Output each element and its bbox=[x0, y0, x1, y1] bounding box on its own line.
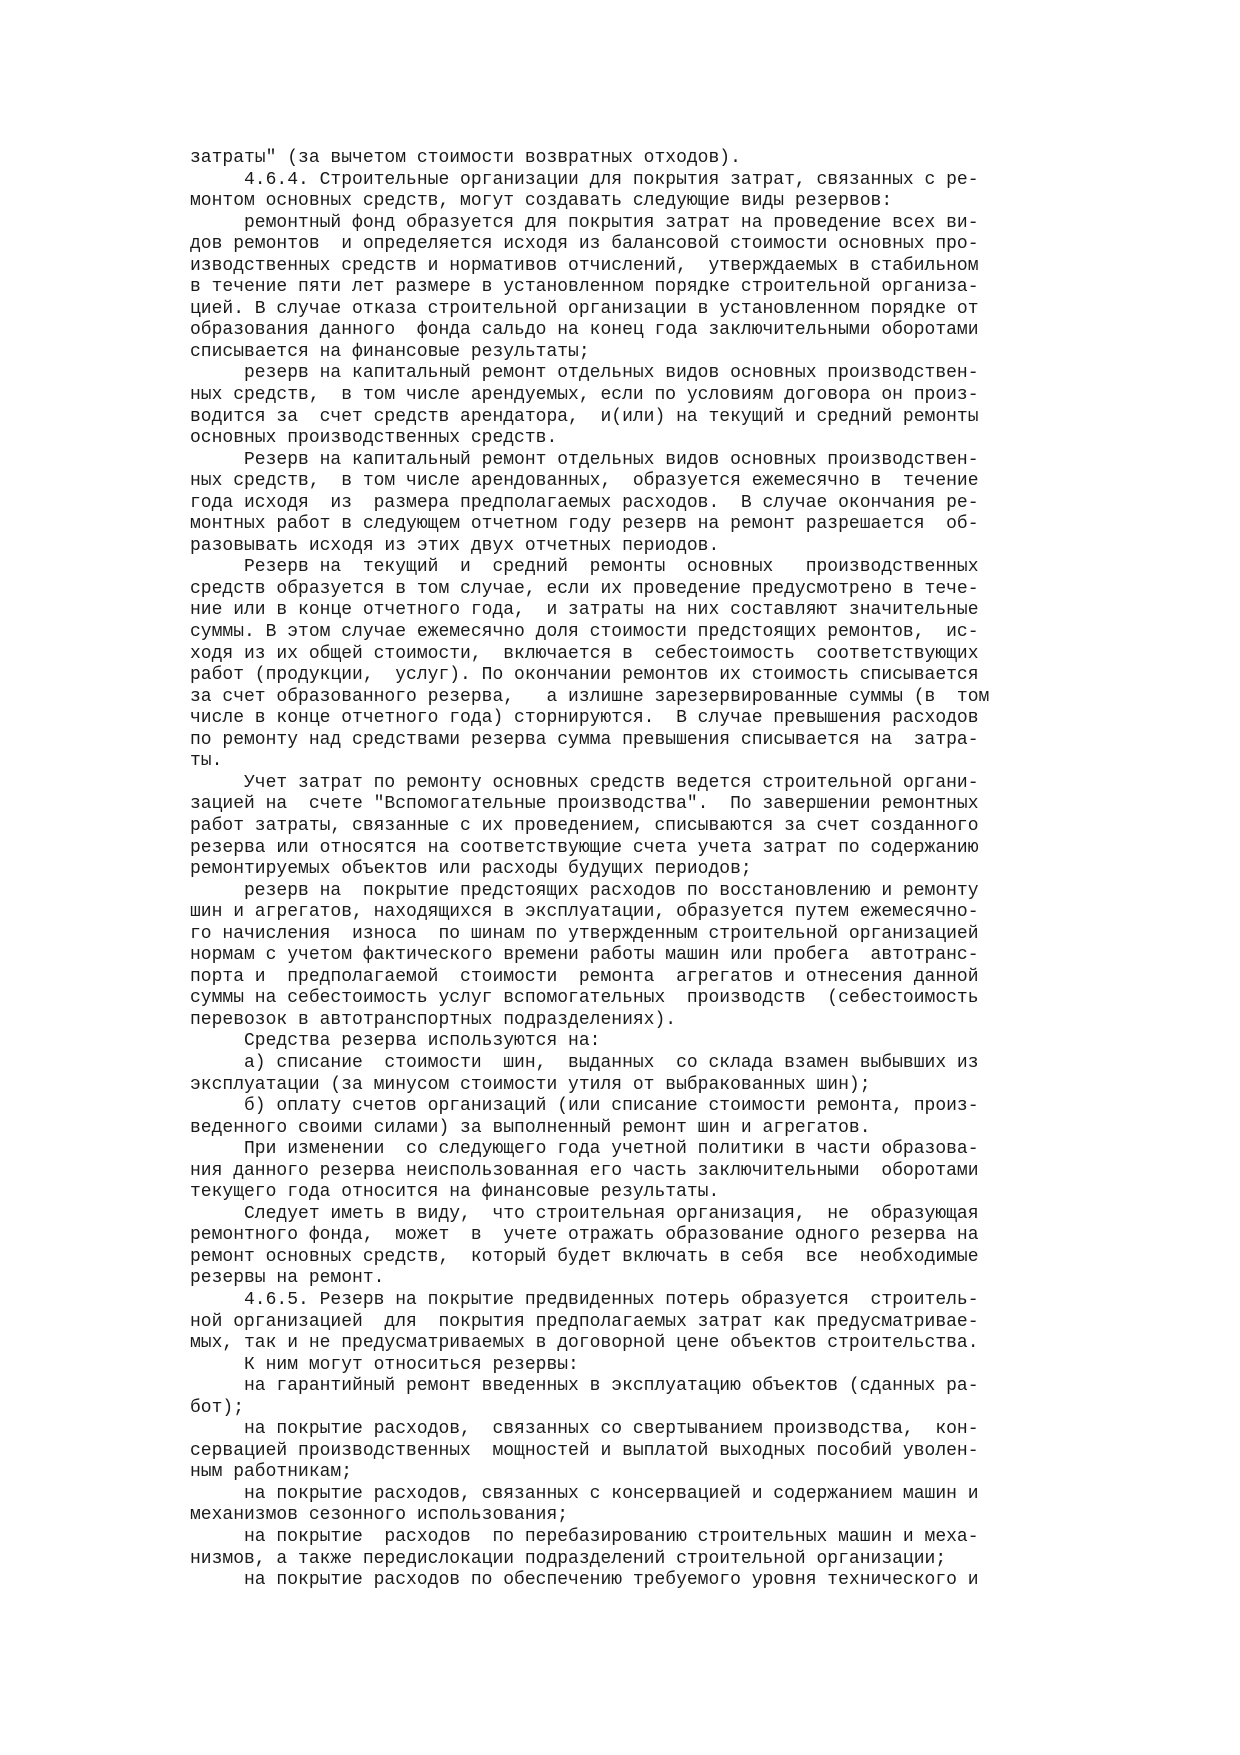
text-line: ным работникам; bbox=[190, 1462, 353, 1483]
text-line: 4.6.4. Строительные организации для покрытия затрат, связанных с ре- bbox=[190, 169, 979, 190]
text-line: низмов, а также передислокации подразделений строительной организации; bbox=[190, 1548, 947, 1569]
text-line: перевозок в автотранспортных подразделениях). bbox=[190, 1009, 677, 1030]
text-line: разовывать исходя из этих двух отчетных периодов. bbox=[190, 535, 720, 556]
text-line: затраты" (за вычетом стоимости возвратных отходов). bbox=[190, 148, 741, 168]
text-line: монтных работ в следующем отчетном году резерв на ремонт разрешается об- bbox=[190, 514, 979, 535]
text-line: работ затраты, связанные с их проведением, списываются за счет созданного bbox=[190, 815, 979, 836]
text-line: цией. В случае отказа строительной организации в установленном порядке от bbox=[190, 298, 979, 319]
text-line: ных средств, в том числе арендуемых, если по условиям договора он произ- bbox=[190, 385, 979, 406]
text-line: текущего года относится на финансовые результаты. bbox=[190, 1182, 720, 1203]
text-line: нормам с учетом фактического времени работы машин или пробега автотранс- bbox=[190, 945, 979, 966]
text-line: суммы. В этом случае ежемесячно доля стоимости предстоящих ремонтов, ис- bbox=[190, 622, 979, 643]
text-line: на покрытие расходов по перебазированию строительных машин и меха- bbox=[190, 1527, 979, 1547]
text-line: ремонтный фонд образуется для покрытия затрат на проведение всех ви- bbox=[190, 212, 979, 233]
text-line: веденного своими силами) за выполненный ремонт шин и агрегатов. bbox=[190, 1117, 871, 1138]
text-line: изводственных средств и нормативов отчислений, утверждаемых в стабильном bbox=[190, 255, 979, 276]
text-line: механизмов сезонного использования; bbox=[190, 1505, 569, 1526]
text-line: года исходя из размера предполагаемых расходов. В случае окончания ре- bbox=[190, 492, 979, 513]
text-line: водится за счет средств арендатора, и(или) на текущий и средний ремонты bbox=[190, 406, 979, 427]
text-line: шин и агрегатов, находящихся в эксплуатации, образуется путем ежемесячно- bbox=[190, 902, 979, 923]
text-line: ной организацией для покрытия предполагаемых затрат как предусматривае- bbox=[190, 1311, 979, 1332]
text-line: а) списание стоимости шин, выданных со склада взамен выбывших из bbox=[190, 1052, 979, 1073]
text-line: порта и предполагаемой стоимости ремонта агрегатов и отнесения данной bbox=[190, 966, 979, 987]
text-line: го начисления износа по шинам по утвержденным строительной организацией bbox=[190, 923, 979, 944]
text-line: ремонтируемых объектов или расходы будущих периодов; bbox=[190, 859, 752, 880]
text-line: резерв на капитальный ремонт отдельных видов основных производствен- bbox=[190, 363, 979, 384]
text-line: числе в конце отчетного года) сторнируются. В случае превышения расходов bbox=[190, 708, 979, 729]
text-line: ние или в конце отчетного года, и затраты на них составляют значительные bbox=[190, 600, 979, 621]
text-line: списывается на финансовые результаты; bbox=[190, 341, 590, 362]
text-line: суммы на себестоимость услуг вспомогательных производств (себестоимость bbox=[190, 988, 979, 1009]
text-line: работ (продукции, услуг). По окончании ремонтов их стоимость списывается bbox=[190, 665, 979, 686]
text-line: б) оплату счетов организаций (или списание стоимости ремонта, произ- bbox=[190, 1096, 979, 1117]
text-line: в течение пяти лет размере в установленном порядке строительной организа- bbox=[190, 277, 979, 298]
text-line: за счет образованного резерва, а излишне зарезервированные суммы (в том bbox=[190, 686, 990, 707]
text-line: Учет затрат по ремонту основных средств ведется строительной органи- bbox=[190, 772, 979, 793]
text-line: зацией на счете "Вспомогательные производства". По завершении ремонтных bbox=[190, 794, 979, 815]
text-line: Средства резерва используются на: bbox=[190, 1031, 601, 1052]
text-line: основных производственных средств. bbox=[190, 428, 558, 449]
text-line: мых, так и не предусматриваемых в договорной цене объектов строительства. bbox=[190, 1333, 979, 1354]
text-line: резервы на ремонт. bbox=[190, 1268, 385, 1289]
text-line: образования данного фонда сальдо на конец года заключительными оборотами bbox=[190, 320, 979, 341]
text-line: дов ремонтов и определяется исходя из балансовой стоимости основных про- bbox=[190, 234, 979, 255]
text-line: на покрытие расходов, связанных с консервацией и содержанием машин и bbox=[190, 1483, 979, 1504]
text-line: ремонтного фонда, может в учете отражать образование одного резерва на bbox=[190, 1225, 979, 1246]
text-line: Резерв на текущий и средний ремонты основных производственных bbox=[190, 557, 979, 578]
text-line: на гарантийный ремонт введенных в эксплуатацию объектов (сданных ра- bbox=[190, 1376, 979, 1397]
document-body-text bbox=[190, 148, 1070, 1592]
text-line: эксплуатации (за минусом стоимости утиля от выбракованных шин); bbox=[190, 1074, 871, 1095]
text-line: 4.6.5. Резерв на покрытие предвиденных потерь образуется строитель- bbox=[190, 1289, 979, 1310]
text-line: по ремонту над средствами резерва сумма превышения списывается на затра- bbox=[190, 729, 979, 750]
text-line: При изменении со следующего года учетной политики в части образова- bbox=[190, 1139, 979, 1160]
text-line: резерва или относятся на соответствующие счета учета затрат по содержанию bbox=[190, 837, 979, 858]
text-line: ремонт основных средств, который будет включать в себя все необходимые bbox=[190, 1246, 979, 1267]
text-line: средств образуется в том случае, если их проведение предусмотрено в тече- bbox=[190, 578, 979, 599]
text-line: резерв на покрытие предстоящих расходов по восстановлению и ремонту bbox=[190, 880, 979, 901]
text-line: ных средств, в том числе арендованных, образуется ежемесячно в течение bbox=[190, 471, 979, 492]
text-line: Резерв на капитальный ремонт отдельных видов основных производствен- bbox=[190, 449, 979, 470]
text-line: ходя из их общей стоимости, включается в себестоимость соответствующих bbox=[190, 643, 979, 664]
text-line: сервацией производственных мощностей и выплатой выходных пособий уволен- bbox=[190, 1440, 979, 1461]
text-line: бот); bbox=[190, 1397, 245, 1418]
text-line: К ним могут относиться резервы: bbox=[190, 1354, 579, 1375]
text-line: ты. bbox=[190, 751, 223, 772]
text-line: на покрытие расходов по обеспечению требуемого уровня технического и bbox=[190, 1570, 979, 1591]
text-line: Следует иметь в виду, что строительная организация, не образующая bbox=[190, 1203, 979, 1224]
text-line: монтом основных средств, могут создавать следующие виды резервов: bbox=[190, 191, 893, 212]
text-line: ния данного резерва неиспользованная его часть заключительными оборотами bbox=[190, 1160, 979, 1181]
text-line: на покрытие расходов, связанных со свертыванием производства, кон- bbox=[190, 1419, 979, 1440]
